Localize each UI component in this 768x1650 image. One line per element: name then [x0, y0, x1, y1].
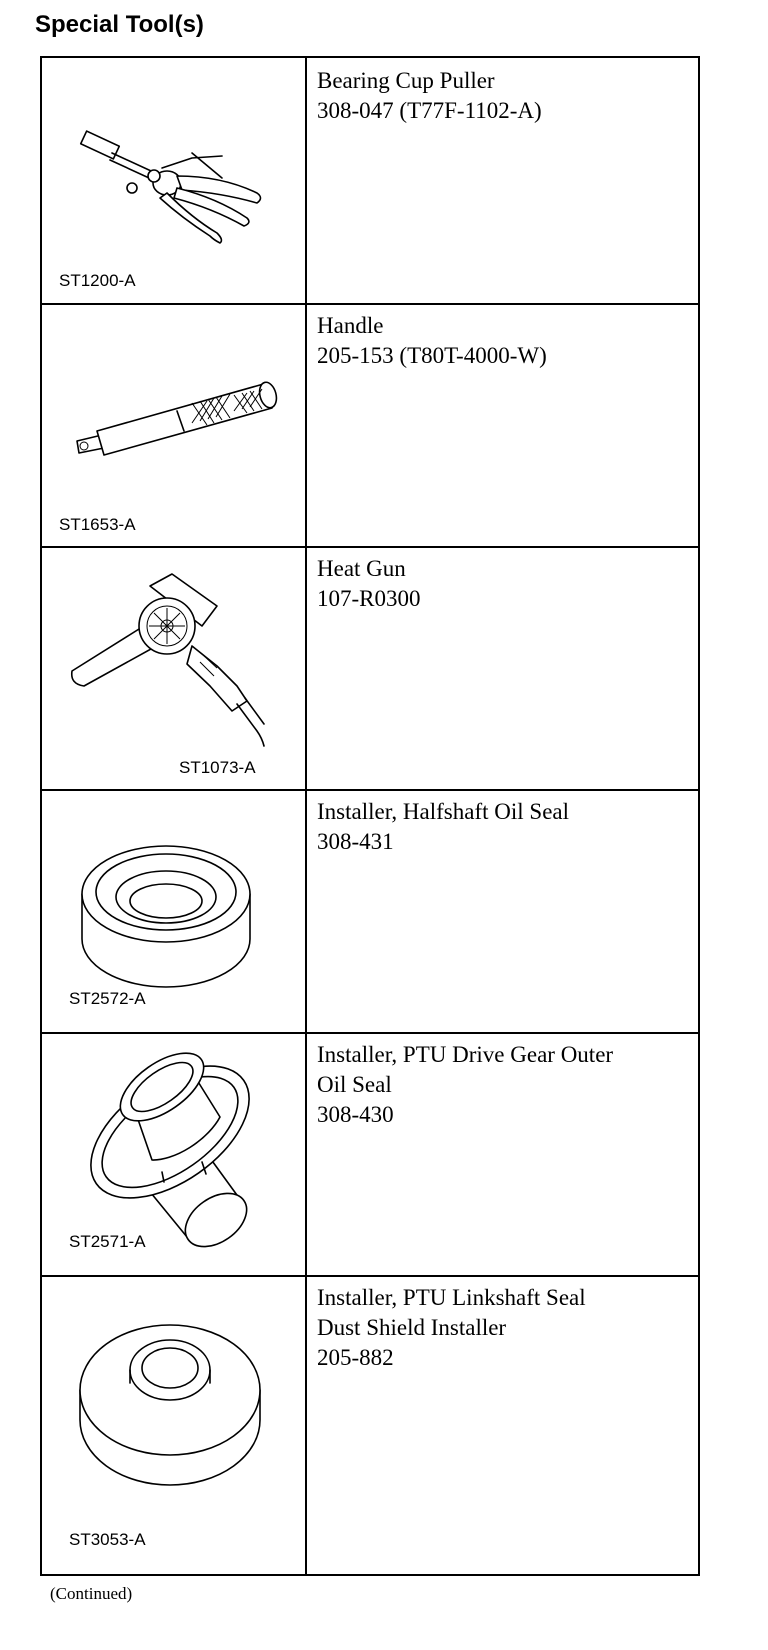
special-tools-table [40, 56, 700, 1576]
tool-image-code: ST2572-A [69, 989, 146, 1008]
tool-name-cont: Oil Seal [317, 1072, 392, 1097]
continued-note: (Continued) [50, 1584, 133, 1603]
tool-image-cell [42, 1275, 307, 1574]
tool-name: Heat Gun [317, 556, 406, 581]
tool-image-cell [42, 58, 307, 303]
tool-number: 205-882 [317, 1345, 394, 1370]
handle-icon [42, 303, 305, 546]
tool-image-code: ST3053-A [69, 1530, 146, 1549]
tool-image-code: ST1653-A [59, 515, 136, 534]
tool-name: Installer, PTU Linkshaft Seal [317, 1285, 586, 1310]
tool-description [317, 1040, 697, 1130]
page-title: Special Tool(s) [35, 11, 204, 38]
tool-image-code: ST1073-A [179, 758, 256, 777]
tool-name-cont: Dust Shield Installer [317, 1315, 507, 1340]
tool-number: 308-430 [317, 1102, 394, 1127]
table-row [42, 789, 698, 1034]
tool-image-cell [42, 546, 307, 789]
tool-name: Bearing Cup Puller [317, 68, 495, 93]
tool-description [317, 66, 697, 126]
tool-name: Handle [317, 313, 384, 338]
tool-number: 308-431 [317, 829, 394, 854]
tool-description [317, 1283, 697, 1373]
table-row [42, 58, 698, 305]
tool-image-cell [42, 1032, 307, 1275]
tool-image-cell [42, 303, 307, 546]
bearing-cup-puller-icon [42, 58, 305, 303]
table-row [42, 1275, 698, 1574]
table-row [42, 546, 698, 791]
tool-image-code: ST2571-A [69, 1232, 146, 1251]
tool-number: 308-047 (T77F-1102-A) [317, 98, 542, 123]
tool-name: Installer, Halfshaft Oil Seal [317, 799, 570, 824]
heat-gun-icon [42, 546, 305, 789]
tool-name: Installer, PTU Drive Gear Outer [317, 1042, 614, 1067]
tool-description [317, 554, 697, 614]
tool-image-code: ST1200-A [59, 271, 136, 290]
tool-number: 107-R0300 [317, 586, 421, 611]
dust-shield-installer-icon [42, 1275, 305, 1572]
tool-image-cell [42, 789, 307, 1032]
tool-number: 205-153 (T80T-4000-W) [317, 343, 547, 368]
table-row [42, 1032, 698, 1277]
tool-description [317, 311, 697, 371]
table-row [42, 303, 698, 548]
tool-description [317, 797, 697, 857]
